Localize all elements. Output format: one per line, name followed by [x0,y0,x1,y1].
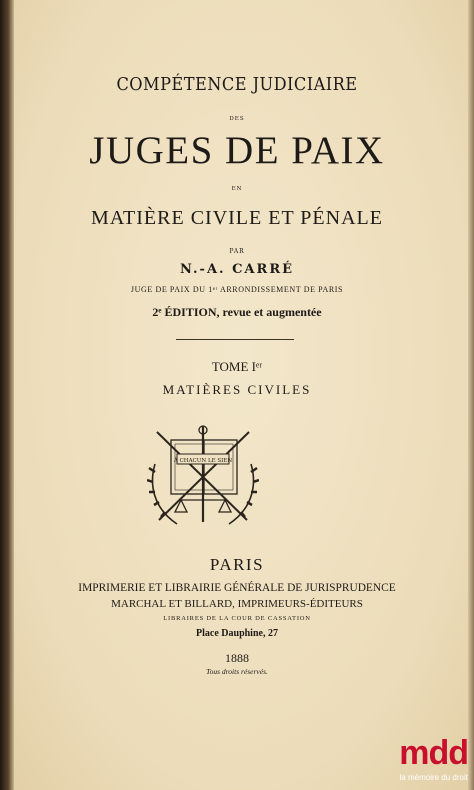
publisher-line-3: LIBRAIRES DE LA COUR DE CASSATION [163,615,311,622]
watermark-logo-mark: mdd [399,734,468,772]
imprint-city: PARIS [209,555,265,574]
author-title: JUGE DE PAIX DU 1ᵉʳ ARRONDISSEMENT DE PARIS [130,285,344,294]
title-line-1: COMPÉTENCE JUDICIAIRE [116,74,358,95]
publication-year: 1888 [225,651,249,665]
edition-note: 2ᵉ ÉDITION, revue et augmentée [152,305,322,319]
publisher-line-2: MARCHAL ET BILLARD, IMPRIMEURS-ÉDITEURS [111,598,363,610]
watermark-tagline: la mémoire du droit [399,773,468,782]
publisher-line-1: IMPRIMERIE ET LIBRAIRIE GÉNÉRALE DE JURISPRUDENCE [78,580,396,594]
watermark-logo [384,735,472,790]
divider-rule [176,339,294,340]
publisher-emblem-icon [147,424,259,532]
subtitle: MATIÈRE CIVILE ET PÉNALE [91,207,383,229]
volume-label: TOME Iᵉʳ [211,359,263,374]
volume-subject: MATIÈRES CIVILES [162,382,312,397]
by-label: PAR [229,248,245,255]
author-name: N.-A. CARRÉ [179,262,295,277]
emblem-motto: À CHACUN LE SIEN [173,458,233,464]
title-connector-en: EN [231,186,243,192]
main-title: JUGES DE PAIX [89,129,385,172]
rights-notice: Tous droits réservés. [206,667,268,676]
publisher-address: Place Dauphine, 27 [196,628,278,639]
title-connector-des: DES [229,116,245,122]
